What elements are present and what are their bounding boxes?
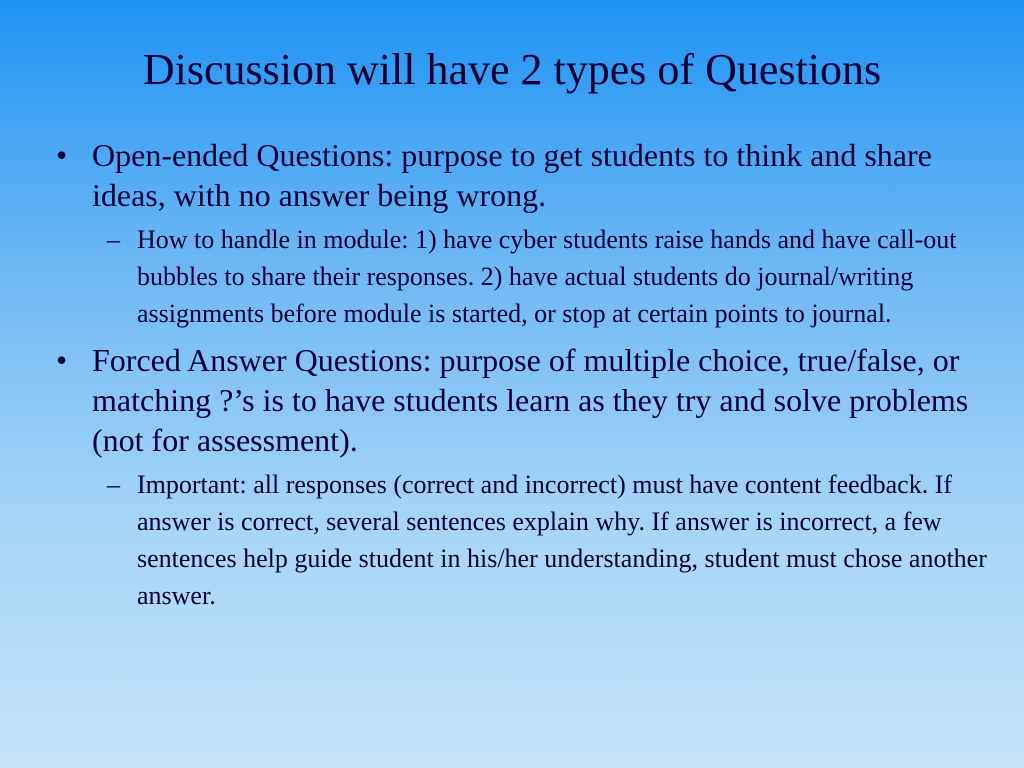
bullet-forced-answer — [52, 340, 1002, 460]
slide-body — [52, 135, 1002, 622]
sub-bullet-text: Important: all responses (correct and incorrect) must have content feedback. If answer is correct, several sentences explain why. If answer is incorrect, a few sentences help guide student in his/her understanding, student must chose another answer. — [137, 470, 987, 610]
bullet-open-ended — [52, 135, 1002, 215]
bullet-marker: • — [56, 137, 68, 173]
bullet-text: Open-ended Questions: purpose to get students to think and share ideas, with no answer being wrong. — [92, 137, 932, 213]
sub-bullet-feedback — [97, 466, 1002, 614]
slide-title: Discussion will have 2 types of Questions — [142, 45, 882, 94]
sub-bullet-text: How to handle in module: 1) have cyber students raise hands and have call-out bubbles to share their responses. 2) have actual students do journal/writing assignments before module is started, or stop at certain points to journal. — [137, 225, 957, 328]
bullet-text: Forced Answer Questions: purpose of multiple choice, true/false, or matching ?’s is to have students learn as they try and solve problems (not for assessment). — [92, 342, 969, 458]
sub-bullet-marker: – — [107, 225, 120, 254]
bullet-marker: • — [56, 342, 68, 378]
sub-bullet-marker: – — [107, 470, 120, 499]
sub-bullet-module-handling — [97, 221, 1002, 332]
